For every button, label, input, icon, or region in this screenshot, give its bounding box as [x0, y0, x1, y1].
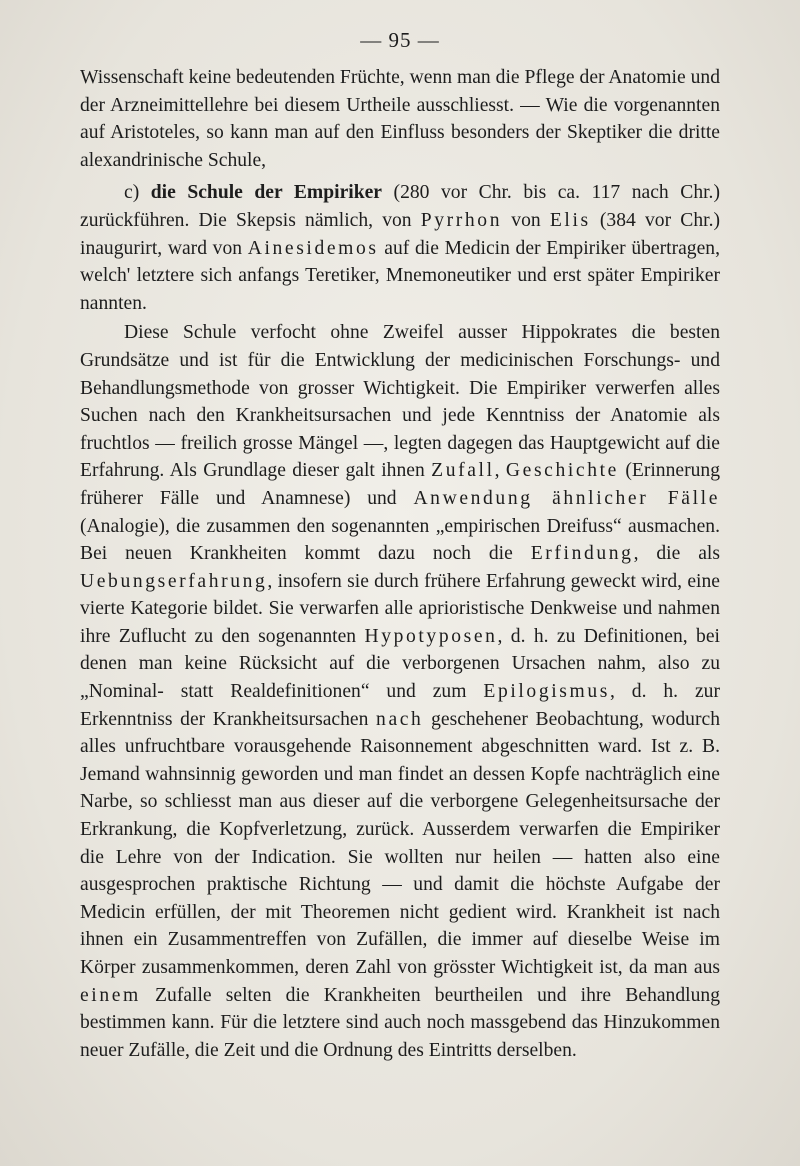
paragraph-1: [80, 64, 720, 174]
text-run: (Analogie), die zusammen den sogenannten „empirischen Dreifuss“ ausmachen. Bei neuen Krankheiten kommt dazu noch die: [80, 515, 720, 565]
text-run: ,: [494, 460, 506, 482]
paragraph-2: [80, 179, 720, 317]
text-run: (384 vor Chr.) inaugurirt, ward von: [80, 209, 721, 259]
page-number: — 95 —: [360, 28, 440, 52]
text-run: (280 vor Chr. bis ca. 117 nach Chr.) zurückführen. Die Skepsis nämlich, von: [80, 182, 720, 231]
spaced-term: Anwendung ähnlicher Fälle: [413, 487, 720, 509]
text-run: von: [502, 209, 550, 231]
spaced-term: nach: [376, 708, 424, 730]
paragraph-3: [80, 319, 720, 1064]
text-run: geschehener Beobachtung, wodurch alles unfruchtbare vorausgehende Raisonnement abgeschnitten ward. Ist z. B. Jemand wahnsinnig geworden und man findet an dessen Kopfe nachträglich eine Narbe, so schliesst man aus dieser auf die verborgene Gelegenheitsursache der Erkrankung, die Kopfverletzung, zurück. Ausserdem verwarfen die Empiriker die Lehre von der Indication. Sie wollten nur heilen — hatten also eine ausgesprochen praktische Richtung — und damit die höchste Aufgabe der Medicin erfüllen, der mit Theoremen nicht gedient wird. Krankheit ist nach ihnen ein Zusammentreffen von Zufällen, die immer auf dieselbe Weise im Körper zusammenkommen, deren Zahl von grösster Wichtigkeit ist, da man aus: [80, 708, 720, 978]
text-run: , d. h. zur Erkenntniss der Krankheitsursachen: [80, 681, 720, 730]
spaced-name: Ainesidemos: [247, 237, 379, 259]
spaced-term: einem: [80, 984, 141, 1006]
text-run: , die als: [633, 543, 720, 565]
spaced-term: Epilogismus: [483, 681, 610, 703]
spaced-term: Hypotyposen: [364, 625, 498, 647]
text-run: Zufalle selten die Krankheiten beurtheilen und ihre Behandlung bestimmen kann. Für die letztere sind auch noch massgebend das Hinzukommen neuer Zufälle, die Zeit und die Ordnung des Eintritts derselben.: [80, 984, 720, 1061]
spaced-term: Geschichte: [505, 460, 619, 482]
paragraph-1-text: Wissenschaft keine bedeutenden Früchte, wenn man die Pflege der Anatomie und der Arzneimittellehre bei diesem Urtheile ausschliesst. — Wie die vorgenannten auf Aristoteles, so kann man auf den Einfluss besonders der Skeptiker die dritte alexandrinische Schule,: [80, 67, 720, 171]
spaced-term: Uebungserfahrung: [80, 570, 268, 592]
section-label: c): [124, 182, 140, 204]
spaced-name: Pyrrhon: [420, 209, 503, 231]
text-run: , insofern sie durch frühere Erfahrung geweckt wird, eine vierte Kategorie bildet. Sie verwarfen alle aprioristische Denkweise und nahmen ihre Zuflucht zu den sogenannten: [80, 570, 720, 647]
body-text: [80, 64, 720, 1064]
spaced-name: Elis: [549, 209, 591, 231]
section-heading: die Schule der Empiriker: [150, 182, 383, 204]
text-run: (Erinnerung früherer Fälle und Anamnese) und: [80, 460, 721, 509]
text-run: auf die Medicin der Empiriker übertragen, welch' letztere sich anfangs Teretiker, Mnemoneutiker und erst später Empiriker nannten.: [80, 237, 720, 314]
spaced-term: Erfindung: [530, 543, 634, 565]
text-run: Diese Schule verfocht ohne Zweifel ausser Hippokrates die besten Grundsätze und ist für die Entwicklung der medicinischen Forschungs- und Behandlungsmethode von grosser Wichtigkeit. Die Empiriker verwerfen alles Suchen nach den Krankheitsursachen und jede Kenntniss der Anatomie als fruchtlos — freilich grosse Mängel —, legten dagegen das Hauptgewicht auf die Erfahrung. Als Grundlage dieser galt ihnen: [80, 322, 720, 482]
spaced-term: Zufall: [431, 460, 495, 482]
text-run: , d. h. zu Definitionen, bei denen man keine Rücksicht auf die verborgenen Ursachen nahm, also zu „Nominal- statt Realdefinitionen“ und zum: [80, 625, 720, 703]
